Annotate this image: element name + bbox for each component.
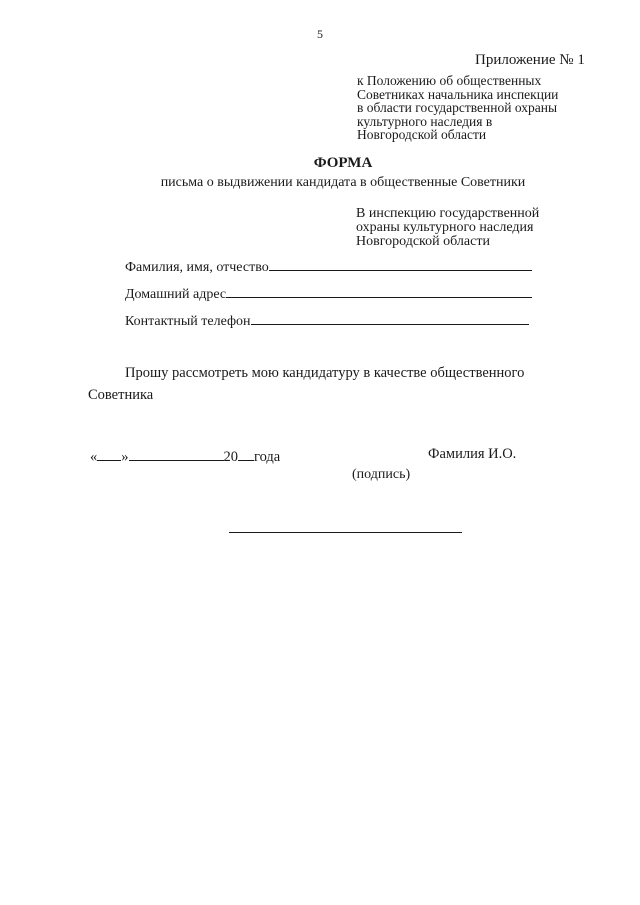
phone-field: [125, 312, 529, 330]
date-century: 20: [223, 449, 238, 465]
year-blank[interactable]: [238, 448, 254, 461]
full-name-label: Фамилия, имя, отчество: [125, 260, 269, 275]
appendix-line: культурного наследия в: [357, 113, 493, 129]
bottom-rule: [229, 532, 462, 533]
appendix-caption: [357, 74, 558, 142]
month-blank[interactable]: [129, 448, 224, 461]
appendix-line: в области государственной охраны: [357, 100, 558, 115]
date-close-quote: »: [121, 449, 129, 465]
home-address-field: [125, 285, 532, 303]
addressee-line: охраны культурного наследия: [356, 220, 534, 235]
date-line: [90, 448, 280, 466]
phone-input-line[interactable]: [251, 312, 529, 325]
date-open-quote: «: [90, 449, 98, 465]
addressee-line: Новгородской области: [356, 234, 490, 249]
full-name-field: [125, 258, 532, 276]
appendix-title: Приложение № 1: [475, 52, 585, 68]
form-title: ФОРМА: [313, 155, 373, 171]
home-address-label: Домашний адрес: [125, 287, 227, 302]
home-address-input-line[interactable]: [226, 285, 532, 298]
form-subtitle: письма о выдвижении кандидата в общественные Советники: [160, 175, 526, 190]
phone-label: Контактный телефон: [125, 314, 251, 329]
addressee-block: [356, 207, 539, 249]
full-name-input-line[interactable]: [269, 258, 532, 271]
signature-name: Фамилия И.О.: [428, 446, 517, 462]
appendix-line: Новгородской области: [357, 127, 487, 142]
appendix-line: к Положению об общественных: [357, 73, 542, 88]
addressee-line: В инспекцию государственной: [356, 206, 540, 221]
page-number: 5: [317, 27, 323, 41]
appendix-line: Советниках начальника инспекции: [357, 86, 559, 102]
day-blank[interactable]: [97, 448, 121, 461]
request-text: Прошу рассмотреть мою кандидатуру в качестве общественного Советника: [88, 365, 525, 403]
date-year-word: года: [254, 449, 281, 465]
signature-caption: (подпись): [352, 467, 411, 482]
